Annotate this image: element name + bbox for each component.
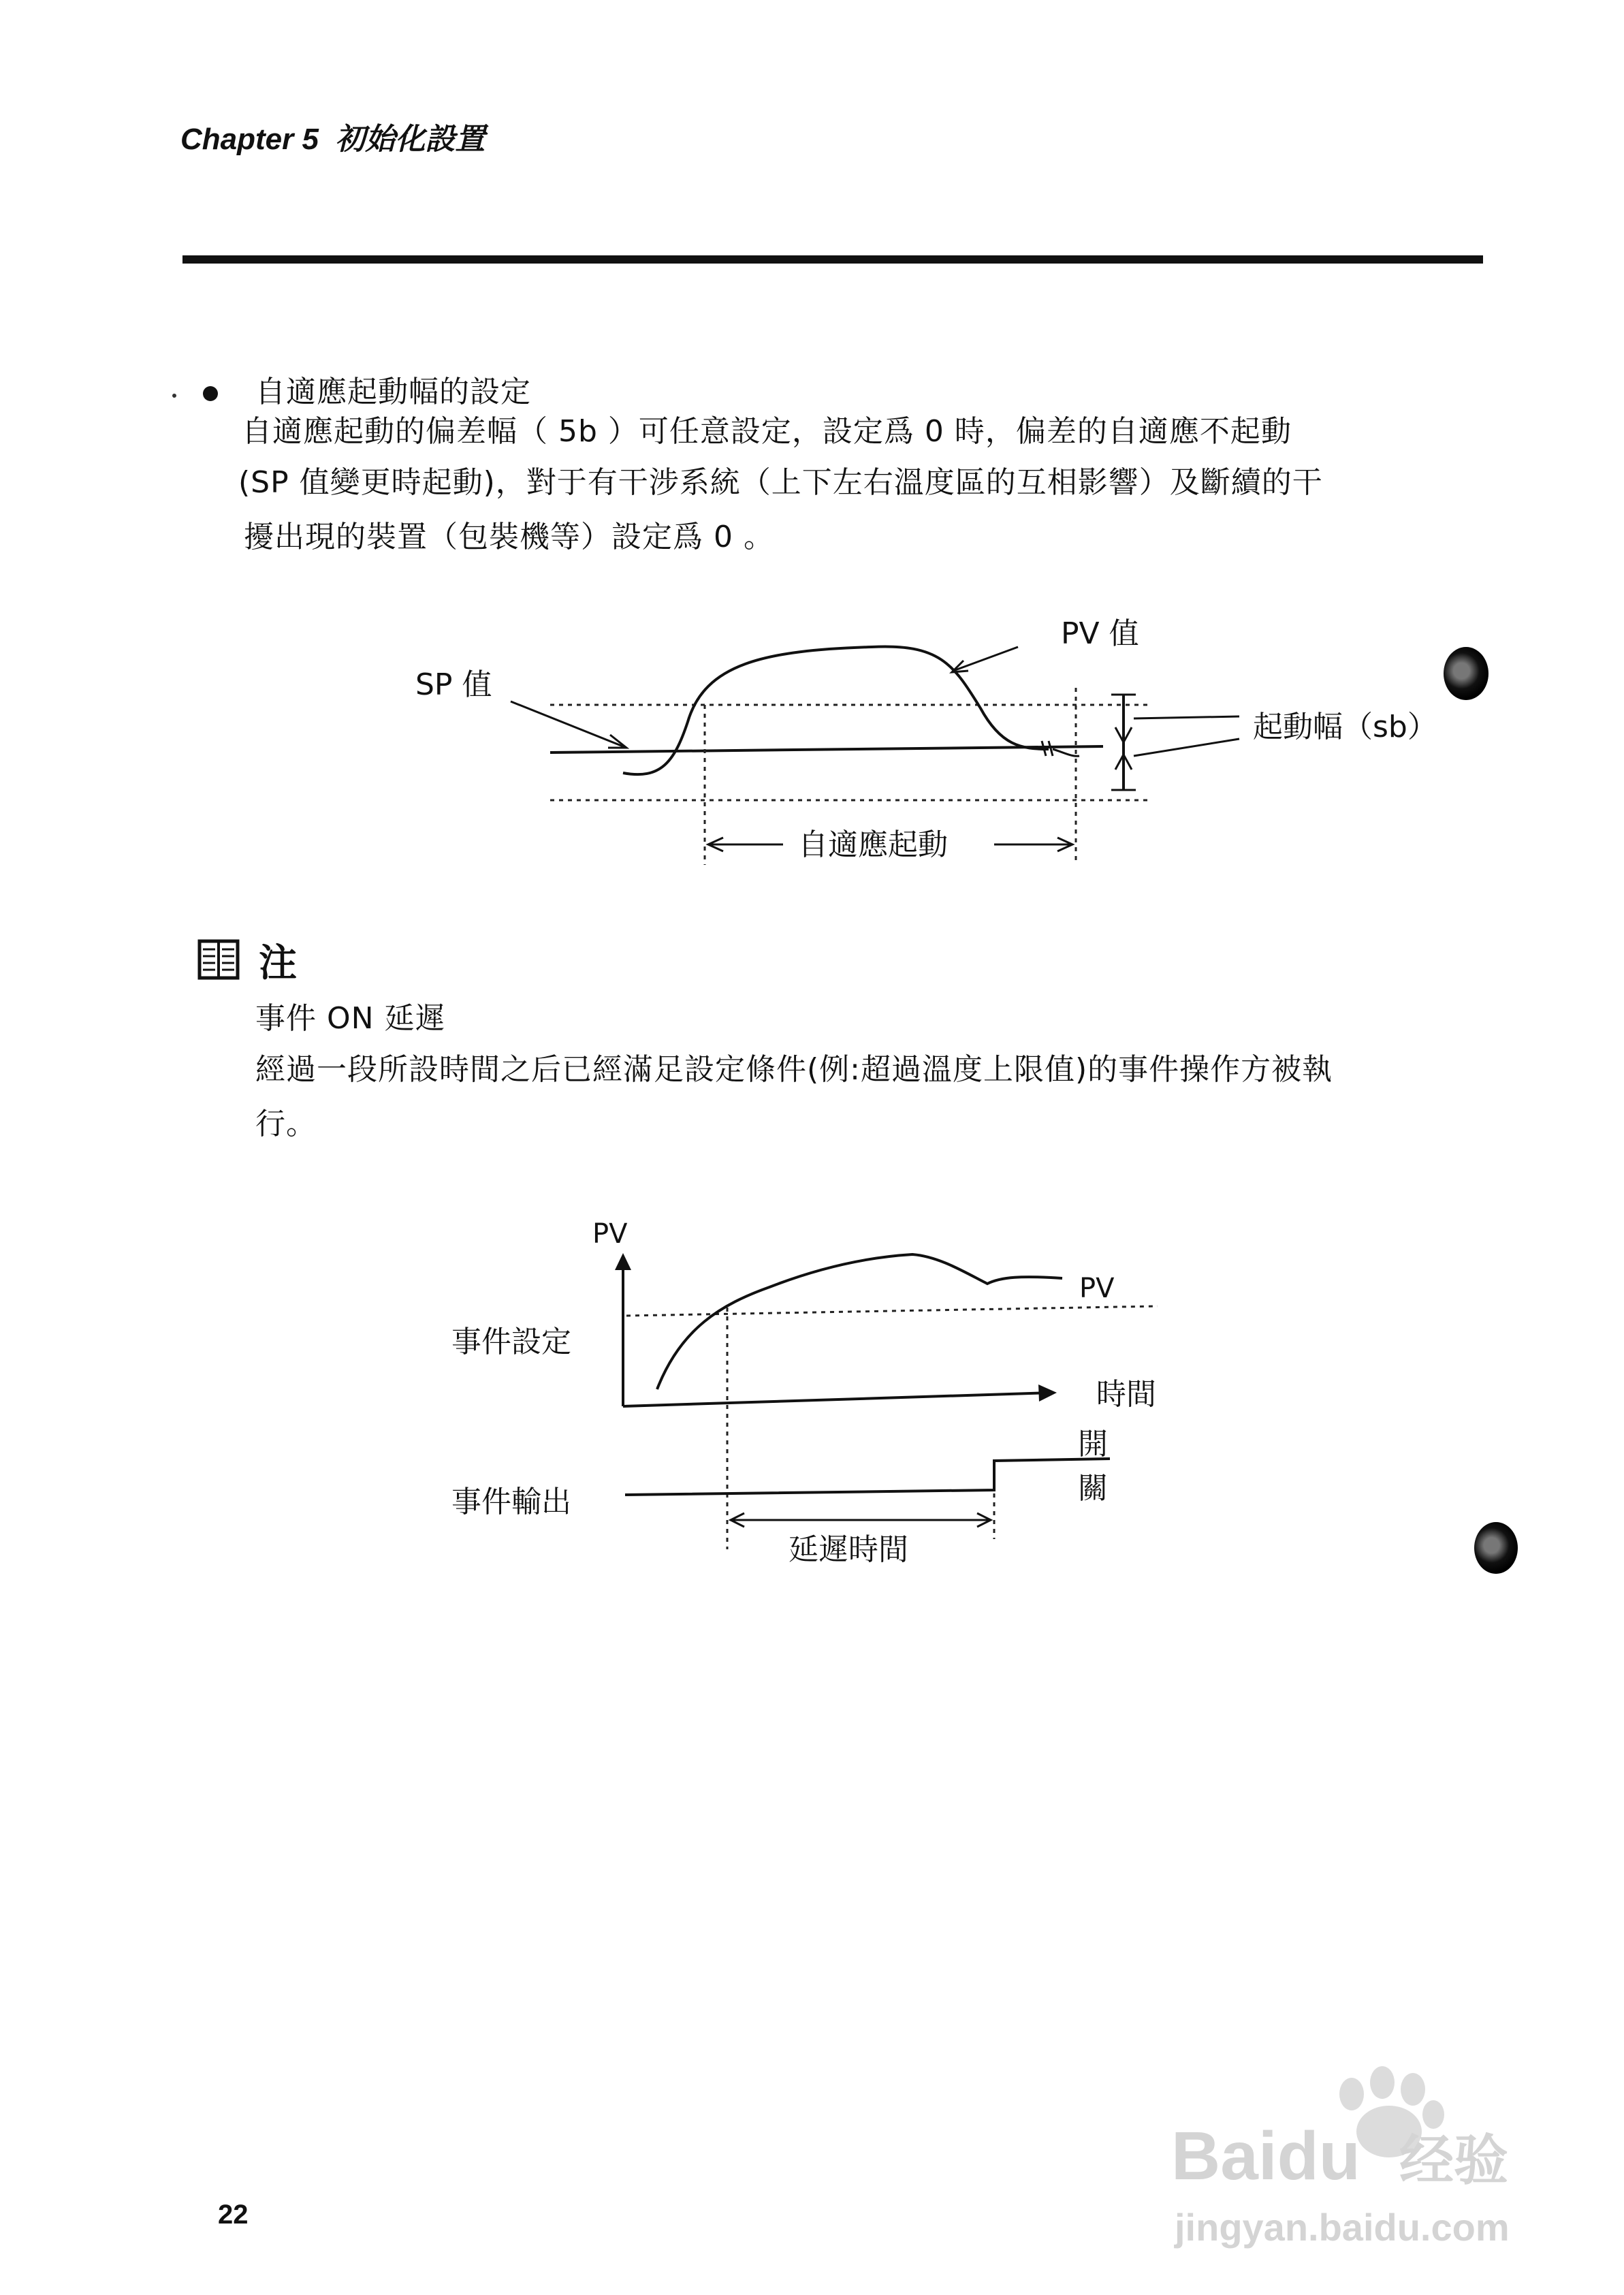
- y-axis-pv-label: PV: [592, 1218, 628, 1250]
- event-output-label: 事件輸出: [451, 1485, 571, 1519]
- sp-value-label: SP 值: [415, 667, 492, 702]
- self-tuning-range-label: 自適應起動: [798, 827, 948, 862]
- note-paragraph-line-2: 行。: [255, 1107, 317, 1141]
- pv-curve-label: PV: [1079, 1273, 1115, 1304]
- watermark-url: jingyan.baidu.com: [1175, 2206, 1510, 2249]
- section-heading: 自適應起動幅的設定: [255, 375, 531, 409]
- event-setting-label: 事件設定: [451, 1325, 571, 1359]
- note-paragraph-line-1: 經過一段所設時間之后已經滿足設定條件(例:超過溫度上限值)的事件操作方被執: [255, 1052, 1333, 1087]
- header-rule: [182, 255, 1483, 264]
- x-axis-arrow: [1038, 1384, 1057, 1402]
- pv-value-label: PV 值: [1061, 616, 1139, 651]
- chapter-label: Chapter 5: [180, 123, 319, 156]
- binder-hole-icon: [1444, 647, 1488, 700]
- section-paragraph-line-3: 擾出現的裝置（包裝機等）設定爲 0 。: [244, 520, 774, 554]
- note-title: 注: [259, 941, 297, 985]
- start-width-label: 起動幅（sb）: [1253, 710, 1437, 744]
- event-output-signal: [625, 1459, 1110, 1495]
- section-paragraph-line-1: 自適應起動的偏差幅（ 5b ）可任意設定，設定爲 0 時，偏差的自適應不起動: [242, 414, 1292, 449]
- pv-curve: [623, 646, 1049, 774]
- event-delay-diagram: [436, 1192, 1198, 1573]
- self-tuning-diagram: [381, 586, 1498, 885]
- pv-pointer: [953, 647, 1018, 671]
- y-axis-arrow: [615, 1253, 631, 1270]
- x-axis: [623, 1393, 1052, 1406]
- event-setting-line: [626, 1306, 1158, 1316]
- time-label: 時間: [1096, 1377, 1156, 1412]
- chapter-title: 初始化設置: [335, 123, 485, 156]
- pv-curve: [657, 1254, 1062, 1389]
- sp-pointer: [511, 701, 626, 748]
- note-book-icon: [197, 938, 240, 981]
- bullet-icon: [203, 386, 218, 401]
- width-pointer-lower: [1134, 739, 1239, 756]
- chapter-header: [180, 114, 485, 158]
- off-label: 關: [1078, 1471, 1108, 1506]
- section-paragraph-line-2: (SP 值變更時起動)，對于有干涉系統（上下左右溫度區的互相影響）及斷續的干: [238, 465, 1323, 500]
- watermark-brand: Baidu: [1171, 2118, 1360, 2194]
- page-number: 22: [218, 2200, 249, 2230]
- scan-speck: [172, 394, 176, 398]
- binder-hole-icon: [1474, 1522, 1518, 1574]
- width-pointer-upper: [1134, 716, 1239, 718]
- baidu-watermark: [1158, 2057, 1593, 2254]
- watermark-brand-cn: 经验: [1399, 2130, 1508, 2191]
- delay-time-label: 延遲時間: [789, 1532, 908, 1567]
- note-subtitle: 事件 ON 延遲: [255, 1001, 446, 1036]
- on-label: 開: [1078, 1427, 1108, 1461]
